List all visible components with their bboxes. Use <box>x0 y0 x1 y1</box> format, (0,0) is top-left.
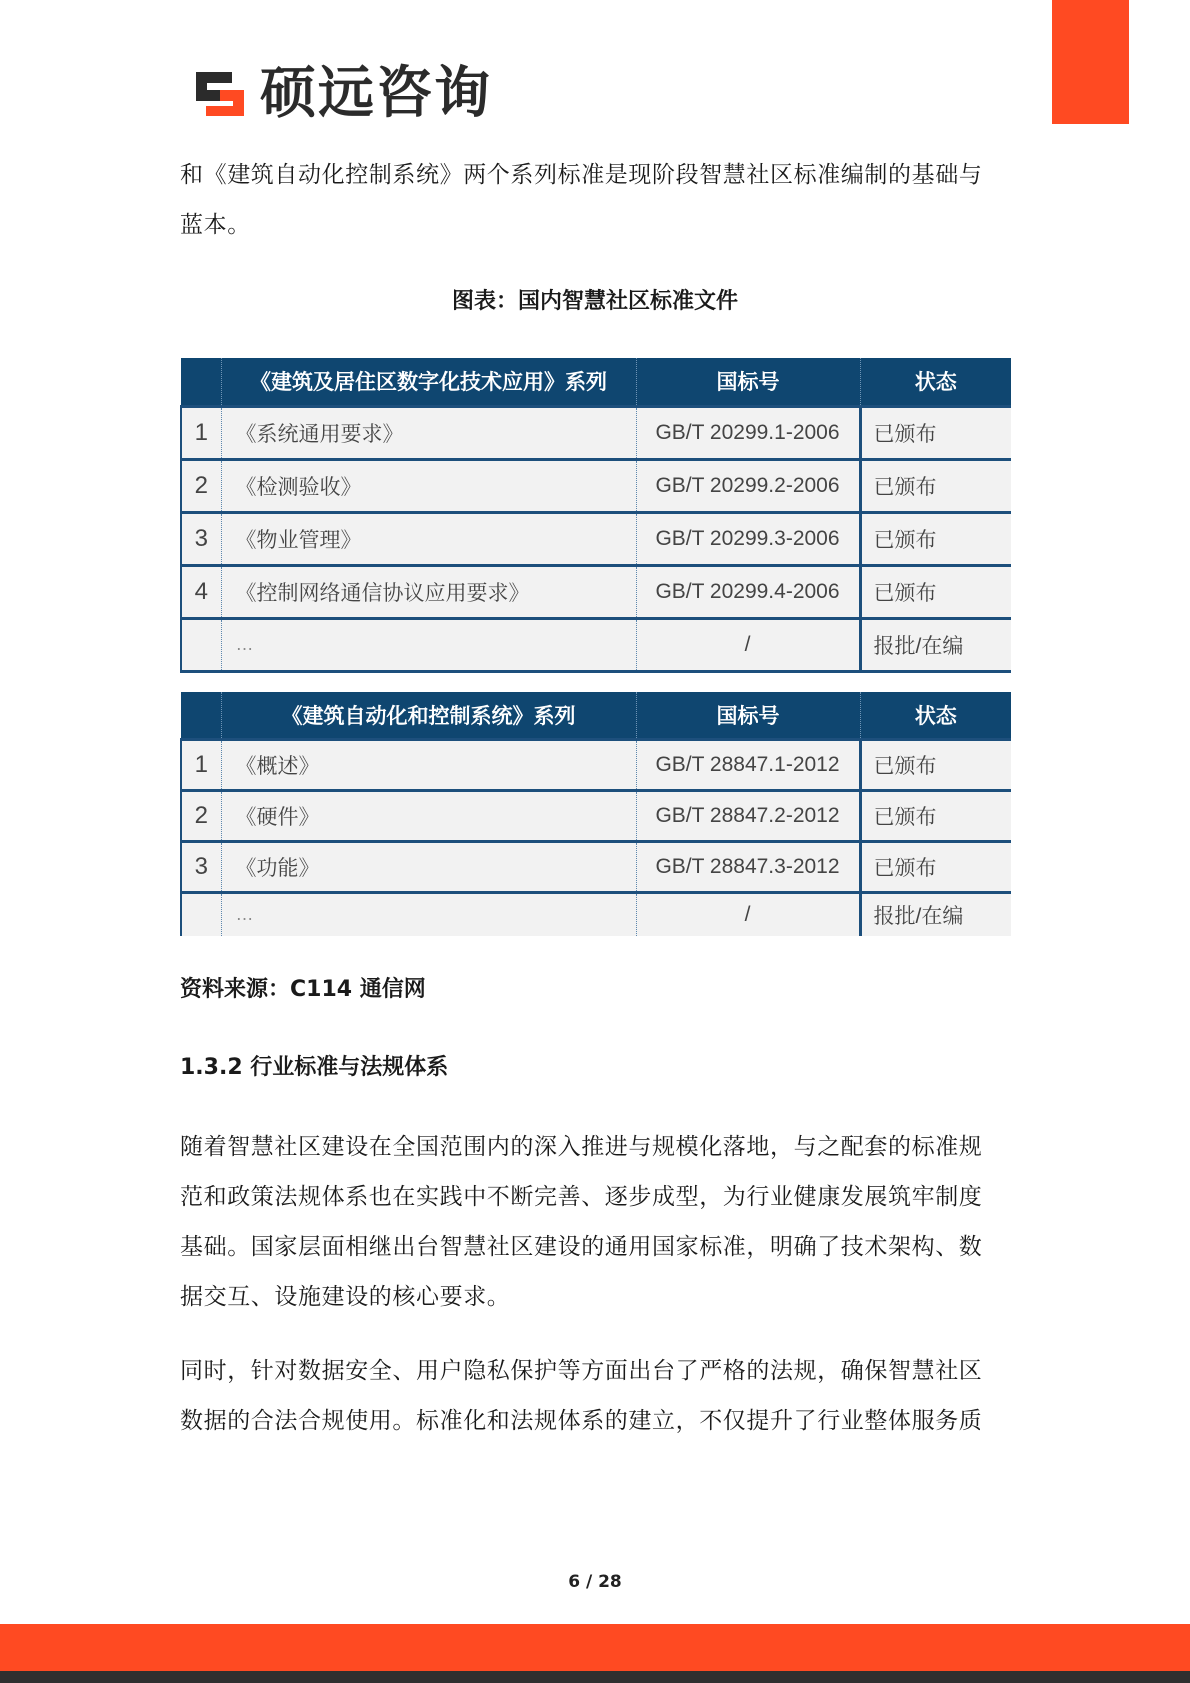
standard-name: 《物业管理》 <box>221 512 636 565</box>
row-number: 3 <box>181 841 221 892</box>
corner-accent-tab <box>1052 0 1129 124</box>
table-row <box>181 406 1011 459</box>
header-cell-status: 状态 <box>860 692 1011 739</box>
footer-accent-bar <box>0 1624 1190 1671</box>
section-heading: 1.3.2 行业标准与法规体系 <box>180 1055 449 1080</box>
standard-name: … <box>221 618 636 671</box>
header-cell-status: 状态 <box>860 358 1011 406</box>
table-row <box>181 739 1011 790</box>
table-header-row <box>181 692 1011 739</box>
standard-code: GB/T 20299.3-2006 <box>636 512 860 565</box>
row-number: 2 <box>181 790 221 841</box>
table-row <box>181 841 1011 892</box>
standard-status: 已颁布 <box>860 739 1011 790</box>
standard-status: 已颁布 <box>860 790 1011 841</box>
header-cell-index <box>181 358 221 406</box>
standard-code: GB/T 28847.2-2012 <box>636 790 860 841</box>
brand-logo <box>192 61 492 126</box>
standard-name: 《硬件》 <box>221 790 636 841</box>
header-cell-series: 《建筑自动化和控制系统》系列 <box>221 692 636 739</box>
row-number: 1 <box>181 406 221 459</box>
standard-status: 已颁布 <box>860 459 1011 512</box>
standard-name: 《控制网络通信协议应用要求》 <box>221 565 636 618</box>
standard-status: 已颁布 <box>860 565 1011 618</box>
standard-name: 《功能》 <box>221 841 636 892</box>
standard-name: 《检测验收》 <box>221 459 636 512</box>
table-row <box>181 892 1011 936</box>
logo-mark-icon <box>192 66 248 122</box>
table-row <box>181 512 1011 565</box>
header-cell-code: 国标号 <box>636 358 860 406</box>
page-number: 6 / 28 <box>568 1572 622 1592</box>
row-number: 1 <box>181 739 221 790</box>
standard-status: 已颁布 <box>860 512 1011 565</box>
header-cell-series: 《建筑及居住区数字化技术应用》系列 <box>221 358 636 406</box>
standard-name: 《概述》 <box>221 739 636 790</box>
intro-paragraph: 和《建筑自动化控制系统》两个系列标准是现阶段智慧社区标准编制的基础与蓝本。 <box>180 162 983 238</box>
figure-title: 图表：国内智慧社区标准文件 <box>451 289 738 314</box>
row-number <box>181 892 221 936</box>
standard-code: GB/T 20299.4-2006 <box>636 565 860 618</box>
header-cell-index <box>181 692 221 739</box>
row-number: 4 <box>181 565 221 618</box>
standard-status: 已颁布 <box>860 406 1011 459</box>
standard-code: / <box>636 618 860 671</box>
standard-code: GB/T 28847.3-2012 <box>636 841 860 892</box>
row-number <box>181 618 221 671</box>
source-note: 资料来源：C114 通信网 <box>180 977 426 1002</box>
standard-name: 《系统通用要求》 <box>221 406 636 459</box>
standard-code: GB/T 28847.1-2012 <box>636 739 860 790</box>
header-cell-code: 国标号 <box>636 692 860 739</box>
standard-code: GB/T 20299.2-2006 <box>636 459 860 512</box>
footer-dark-strip <box>0 1671 1190 1683</box>
row-number: 2 <box>181 459 221 512</box>
standard-status: 报批/在编 <box>860 618 1011 671</box>
standard-name: … <box>221 892 636 936</box>
body-paragraph: 同时，针对数据安全、用户隐私保护等方面出台了严格的法规，确保智慧社区数据的合法合规使用。标准化和法规体系的建立，不仅提升了行业整体服务质 <box>180 1358 983 1434</box>
standard-code: GB/T 20299.1-2006 <box>636 406 860 459</box>
table-header-row <box>181 358 1011 406</box>
standards-table-1 <box>180 358 1011 673</box>
table-row <box>181 565 1011 618</box>
standard-status: 已颁布 <box>860 841 1011 892</box>
standards-table-2 <box>180 692 1011 936</box>
body-paragraph: 随着智慧社区建设在全国范围内的深入推进与规模化落地，与之配套的标准规范和政策法规体系也在实践中不断完善、逐步成型，为行业健康发展筑牢制度基础。国家层面相继出台智慧社区建设的通用国家标准，明确了技术架构、数据交互、设施建设的核心要求。 <box>180 1134 983 1310</box>
brand-name: 硕远咨询 <box>260 61 492 126</box>
table-row <box>181 618 1011 671</box>
row-number: 3 <box>181 512 221 565</box>
standard-status: 报批/在编 <box>860 892 1011 936</box>
standard-code: / <box>636 892 860 936</box>
table-row <box>181 459 1011 512</box>
table-row <box>181 790 1011 841</box>
